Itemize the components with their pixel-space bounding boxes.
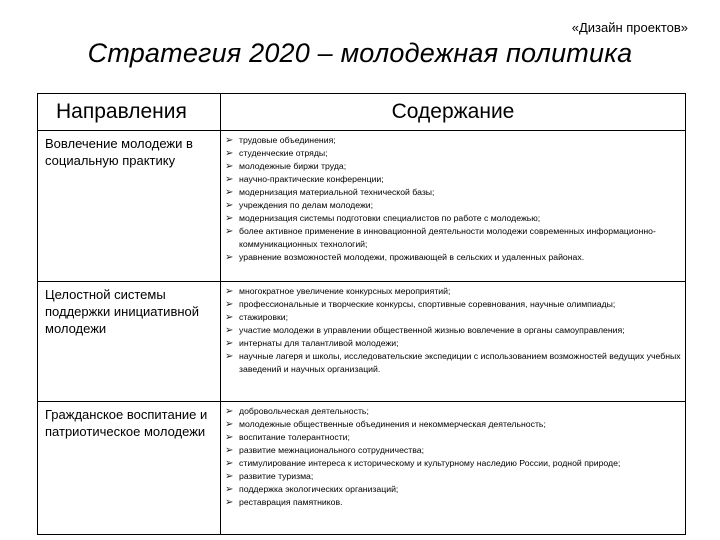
list-item (225, 199, 681, 212)
list-item-text: уравнение возможностей молодежи, проживающей в сельских и удаленных районах. (239, 252, 585, 262)
list-item-text: воспитание толерантности; (239, 432, 350, 442)
table-row (38, 282, 686, 402)
list-item (225, 470, 681, 483)
arrow-bullet-icon: ➢ (225, 325, 234, 336)
arrow-bullet-icon: ➢ (225, 432, 234, 443)
arrow-bullet-icon: ➢ (225, 419, 234, 430)
list-item-text: участие молодежи в управлении общественной жизнью вовлечение в органы самоуправления; (239, 325, 625, 335)
arrow-bullet-icon: ➢ (225, 497, 234, 508)
list-item-text: стажировки; (239, 312, 289, 322)
list-item (225, 134, 681, 147)
list-item (225, 405, 681, 418)
list-item (225, 173, 681, 186)
list-item-text: реставрация памятников. (239, 497, 343, 507)
list-item (225, 298, 681, 311)
list-item-text: многократное увеличение конкурсных мероприятий; (239, 286, 451, 296)
arrow-bullet-icon: ➢ (225, 174, 234, 185)
column-header-directions: Направления (38, 94, 221, 131)
list-item (225, 225, 681, 251)
list-item (225, 311, 681, 324)
arrow-bullet-icon: ➢ (225, 286, 234, 297)
list-item-text: учреждения по делам молодежи; (239, 200, 374, 210)
arrow-bullet-icon: ➢ (225, 187, 234, 198)
list-item-text: научно-практические конференции; (239, 174, 384, 184)
list-item-text: молодежные биржи труда; (239, 161, 347, 171)
arrow-bullet-icon: ➢ (225, 312, 234, 323)
arrow-bullet-icon: ➢ (225, 148, 234, 159)
content-list (225, 134, 681, 264)
list-item (225, 418, 681, 431)
list-item (225, 431, 681, 444)
list-item-text: развитие межнационального сотрудничества; (239, 445, 424, 455)
list-item-text: более активное применение в инновационной деятельности молодежи современных информационно-коммуникационных технологий; (239, 226, 656, 249)
list-item (225, 457, 681, 470)
list-item (225, 337, 681, 350)
list-item (225, 285, 681, 298)
arrow-bullet-icon: ➢ (225, 226, 234, 237)
list-item (225, 496, 681, 509)
arrow-bullet-icon: ➢ (225, 406, 234, 417)
list-item-text: трудовые объединения; (239, 135, 336, 145)
arrow-bullet-icon: ➢ (225, 338, 234, 349)
content-list (225, 285, 681, 376)
arrow-bullet-icon: ➢ (225, 252, 234, 263)
list-item-text: стимулирование интереса к историческому и культурному наследию России, родной природе; (239, 458, 621, 468)
list-item-text: научные лагеря и школы, исследовательские экспедиции с использованием возможностей ведущих учебных заведений и научных организаций. (239, 351, 681, 374)
org-label: «Дизайн проектов» (571, 20, 688, 35)
list-item-text: развитие туризма; (239, 471, 314, 481)
column-header-content: Содержание (221, 94, 686, 131)
slide-title: Стратегия 2020 – молодежная политика (87, 38, 633, 68)
list-item-text: модернизация системы подготовки специалистов по работе с молодежью; (239, 213, 541, 223)
content-cell (221, 131, 686, 282)
table-row (38, 402, 686, 535)
list-item (225, 324, 681, 337)
arrow-bullet-icon: ➢ (225, 458, 234, 469)
direction-cell: Целостной системы поддержки инициативной молодежи (38, 282, 221, 402)
direction-cell: Гражданское воспитание и патриотическое молодежи (38, 402, 221, 535)
arrow-bullet-icon: ➢ (225, 445, 234, 456)
arrow-bullet-icon: ➢ (225, 161, 234, 172)
arrow-bullet-icon: ➢ (225, 484, 234, 495)
list-item (225, 483, 681, 496)
list-item-text: молодежные общественные объединения и некоммерческая деятельность; (239, 419, 546, 429)
table-row (38, 131, 686, 282)
list-item (225, 160, 681, 173)
list-item (225, 251, 681, 264)
content-cell (221, 402, 686, 535)
list-item-text: добровольческая деятельность; (239, 406, 369, 416)
list-item-text: модернизация материальной технической базы; (239, 187, 435, 197)
list-item-text: студенческие отряды; (239, 148, 328, 158)
list-item (225, 212, 681, 225)
direction-cell: Вовлечение молодежи в социальную практику (38, 131, 221, 282)
content-cell (221, 282, 686, 402)
list-item (225, 147, 681, 160)
arrow-bullet-icon: ➢ (225, 200, 234, 211)
arrow-bullet-icon: ➢ (225, 471, 234, 482)
arrow-bullet-icon: ➢ (225, 351, 234, 362)
arrow-bullet-icon: ➢ (225, 213, 234, 224)
list-item (225, 186, 681, 199)
list-item-text: профессиональные и творческие конкурсы, спортивные соревнования, научные олимпиады; (239, 299, 616, 309)
content-list (225, 405, 681, 509)
strategy-table (37, 93, 686, 535)
arrow-bullet-icon: ➢ (225, 135, 234, 146)
arrow-bullet-icon: ➢ (225, 299, 234, 310)
list-item-text: поддержка экологических организаций; (239, 484, 399, 494)
list-item (225, 350, 681, 376)
list-item (225, 444, 681, 457)
table-header-row (38, 94, 686, 131)
list-item-text: интернаты для талантливой молодежи; (239, 338, 399, 348)
